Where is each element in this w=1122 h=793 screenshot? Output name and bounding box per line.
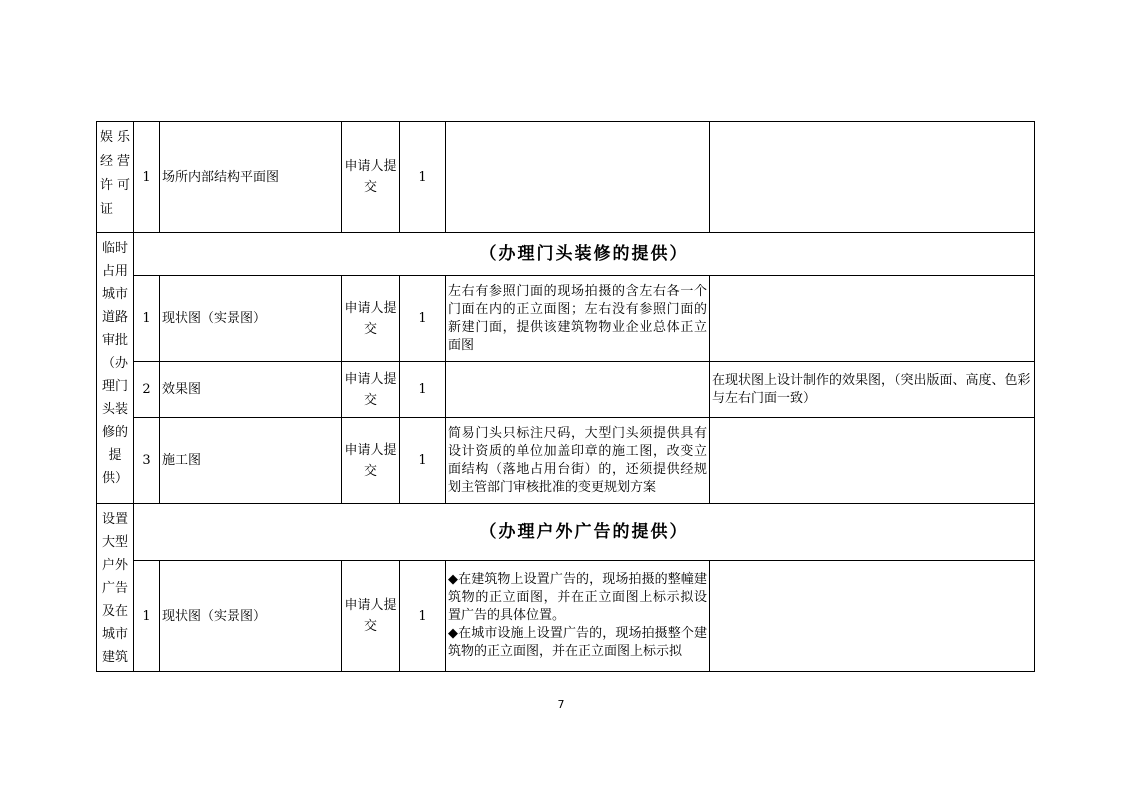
material-name: 效果图 (160, 362, 342, 418)
material-name: 场所内部结构平面图 (160, 122, 342, 233)
material-source: 申请人提交 (342, 561, 400, 672)
material-requirement (446, 561, 710, 672)
material-name: 现状图（实景图） (160, 561, 342, 672)
row-number: 2 (134, 362, 160, 418)
category-cell: 临时占用城市道路审批（办理门头装修的提供） (97, 233, 134, 504)
row-number: 1 (134, 276, 160, 362)
material-requirement: 简易门头只标注尺码，大型门头须提供具有设计资质的单位加盖印章的施工图，改变立面结构（落地占用台街）的，还须提供经规划主管部门审核批准的变更规划方案 (446, 418, 710, 504)
requirement-item: ◆在城市设施上设置广告的，现场拍摄整个建筑物的正立面图，并在正立面图上标示拟 (448, 626, 707, 660)
material-count: 1 (400, 418, 446, 504)
material-count: 1 (400, 561, 446, 672)
material-count: 1 (400, 276, 446, 362)
row-number: 1 (134, 561, 160, 672)
section-header-row (97, 504, 1035, 561)
requirement-item: ◆在建筑物上设置广告的，现场拍摄的整幢建筑物的正立面图，并在正立面图上标示拟设置广告的具体位置。 (448, 572, 707, 624)
material-name: 施工图 (160, 418, 342, 504)
material-note: 在现状图上设计制作的效果图，（突出版面、高度、色彩与左右门面一致） (710, 362, 1035, 418)
table-row (97, 276, 1035, 362)
material-note (710, 122, 1035, 233)
section-header: （办理户外广告的提供） (134, 504, 1035, 561)
materials-table (96, 121, 1035, 672)
material-note (710, 276, 1035, 362)
material-source: 申请人提交 (342, 122, 400, 233)
material-count: 1 (400, 122, 446, 233)
section-header-row (97, 233, 1035, 276)
page-number: 7 (557, 698, 565, 711)
table-row (97, 418, 1035, 504)
material-name: 现状图（实景图） (160, 276, 342, 362)
material-source: 申请人提交 (342, 418, 400, 504)
material-source: 申请人提交 (342, 276, 400, 362)
table-row (97, 561, 1035, 672)
material-note (710, 561, 1035, 672)
row-number: 1 (134, 122, 160, 233)
material-requirement (446, 122, 710, 233)
material-note (710, 418, 1035, 504)
table-row (97, 122, 1035, 233)
section-header: （办理门头装修的提供） (134, 233, 1035, 276)
material-requirement (446, 362, 710, 418)
table-row (97, 362, 1035, 418)
category-cell: 设置大型户外广告及在城市建筑 (97, 504, 134, 672)
category-cell: 娱乐经营许可证 (97, 122, 134, 233)
material-source: 申请人提交 (342, 362, 400, 418)
material-requirement: 左右有参照门面的现场拍摄的含左右各一个门面在内的正立面图；左右没有参照门面的新建门面，提供该建筑物物业企业总体正立面图 (446, 276, 710, 362)
material-count: 1 (400, 362, 446, 418)
row-number: 3 (134, 418, 160, 504)
